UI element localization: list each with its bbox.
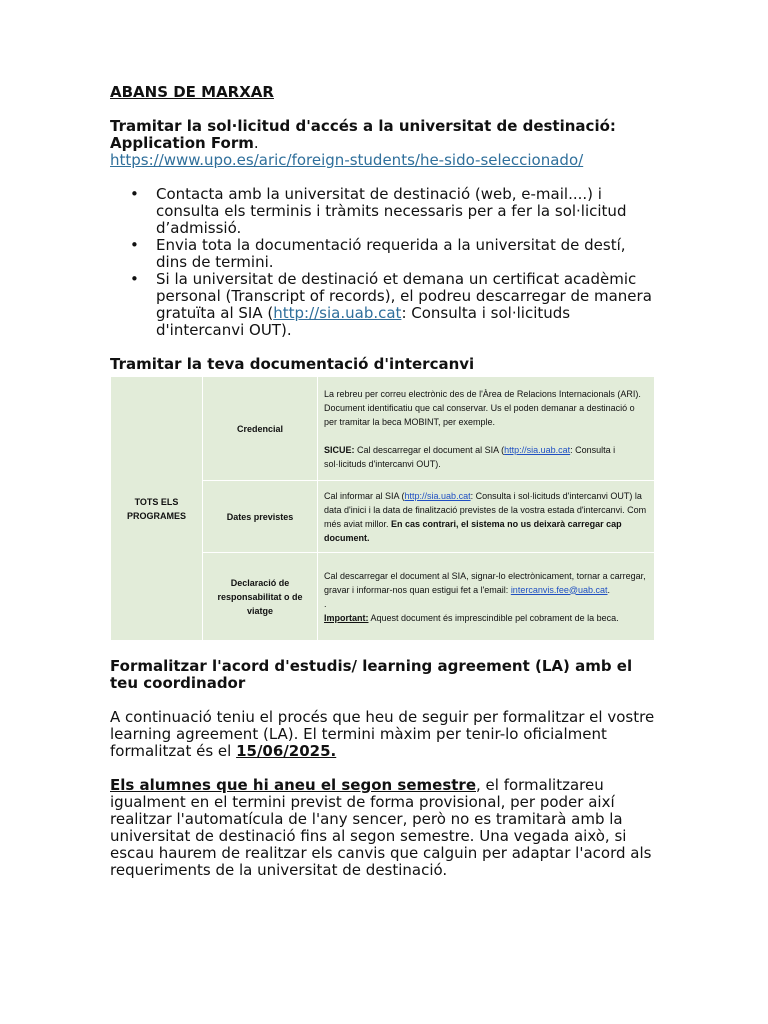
- row-description-text: La rebreu per correu electrònic des de l'Àrea de Relacions Internacionals (ARI). Document identificatiu que cal conservar. Us el poden demanar a destinació o per tramitar la beca MOBINT, per exemple.: [324, 388, 641, 427]
- row-label: Dates previstes: [226, 511, 294, 522]
- section-title-suffix: .: [253, 134, 259, 152]
- sicue-note: [324, 443, 648, 471]
- paragraph-text: A continuació teniu el procés que heu de seguir per formalitzar el vostre learning agreement (LA). El termini màxim per tenir-lo oficialment formalitzat és el: [110, 708, 655, 760]
- row-label: Declaració de responsabilitat o de viatge: [217, 577, 303, 616]
- row-description-cell: [318, 481, 655, 553]
- row-description-text: Cal informar al SIA (: [324, 490, 405, 501]
- section-learning-agreement-title: Formalitzar l'acord d'estudis/ learning agreement (LA) amb el teu coordinador: [110, 657, 633, 692]
- table-row: [111, 377, 655, 481]
- list-item-text: : Consulta i sol·licituds d'intercanvi OUT).: [156, 304, 571, 339]
- row-dot-line: .: [324, 598, 327, 609]
- group-label-cell: [111, 377, 203, 641]
- row-label-cell: [203, 377, 318, 481]
- sia-link[interactable]: http://sia.uab.cat: [273, 304, 402, 322]
- row-warning-text: En cas contrari, el sistema no us deixarà carregar cap document.: [324, 518, 622, 543]
- row-description-text: Cal descarregar el document al SIA, signar-lo electrònicament, tornar a carregar, gravar i informar-nos quan estigui fet a l'email:: [324, 570, 646, 595]
- second-semester-lead: Els alumnes que hi aneu el segon semestre: [110, 776, 476, 794]
- list-item: [110, 186, 655, 237]
- important-text: Aquest document és imprescindible pel cobrament de la beca.: [368, 612, 619, 623]
- second-semester-paragraph: [110, 777, 655, 879]
- row-label-cell: [203, 553, 318, 641]
- paragraph-text: , el formalitzareu igualment en el termini previst de forma provisional, per poder així realitzar l'automatícula de l'any sencer, però no es tramitarà amb la universitat de destinació fins al segon semestre. Una vegada això, si escau haurem de realitzar els canvis que calguin per adaptar l'acord als requeriments de la universitat de destinació.: [110, 776, 652, 879]
- list-item: [110, 271, 655, 339]
- section-application-form-title: [110, 118, 655, 152]
- sicue-text: Cal descarregar el document al SIA (: [354, 444, 505, 455]
- row-description-line: [324, 569, 648, 597]
- row-label-cell: [203, 481, 318, 553]
- section-title-text: Tramitar la sol·licitud d'accés a la universitat de destinació: Application Form: [110, 117, 616, 152]
- list-item-text: Contacta amb la universitat de destinació (web, e-mail....) i consulta els terminis i tràmits necessaris per a fer la sol·licitud d’admissió.: [156, 185, 627, 237]
- bullet-icon: •: [130, 185, 139, 203]
- sia-link[interactable]: http://sia.uab.cat: [404, 490, 471, 501]
- application-form-link[interactable]: https://www.upo.es/aric/foreign-students/he-sido-seleccionado/: [110, 151, 584, 169]
- document-content: [110, 84, 655, 879]
- important-label: Important:: [324, 612, 369, 623]
- list-item-text: Envia tota la documentació requerida a la universitat de destí, dins de termini.: [156, 236, 626, 271]
- row-description-cell: [318, 377, 655, 481]
- important-note: [324, 611, 648, 625]
- email-link[interactable]: intercanvis.fee@uab.cat: [510, 584, 608, 595]
- row-description-cell: [318, 553, 655, 641]
- row-description-text: .: [607, 584, 611, 595]
- instructions-list: [110, 186, 655, 339]
- row-description-text: : Consulta i sol·licituds d'intercanvi OUT) la data d'inici i la data de finalització previstes de la vostra estada d'intercanvi. Com més aviat millor.: [324, 490, 647, 529]
- sia-link[interactable]: http://sia.uab.cat: [504, 444, 571, 455]
- bullet-icon: •: [130, 236, 139, 254]
- section-exchange-docs-title: Tramitar la teva documentació d'intercanvi: [110, 355, 475, 373]
- spacer: [324, 429, 648, 443]
- learning-agreement-paragraph: [110, 709, 655, 760]
- bullet-icon: •: [130, 270, 139, 288]
- application-form-link-line: [110, 152, 655, 169]
- row-label: Credencial: [236, 423, 284, 434]
- list-item: [110, 237, 655, 271]
- sicue-label: SICUE:: [324, 444, 355, 455]
- main-heading: ABANS DE MARXAR: [110, 83, 274, 101]
- exchange-docs-table: [110, 376, 655, 641]
- group-label: TOTS ELS PROGRAMES: [126, 496, 186, 521]
- sicue-after: : Consulta i sol·licituds d'intercanvi OUT).: [324, 444, 616, 469]
- deadline-date: 15/06/2025.: [236, 742, 337, 760]
- exchange-docs-table-wrapper: [110, 376, 655, 641]
- list-item-text: Si la universitat de destinació et demana un certificat acadèmic personal (Transcript of records), el podreu descarregar de manera gratuïta al SIA (: [156, 270, 652, 322]
